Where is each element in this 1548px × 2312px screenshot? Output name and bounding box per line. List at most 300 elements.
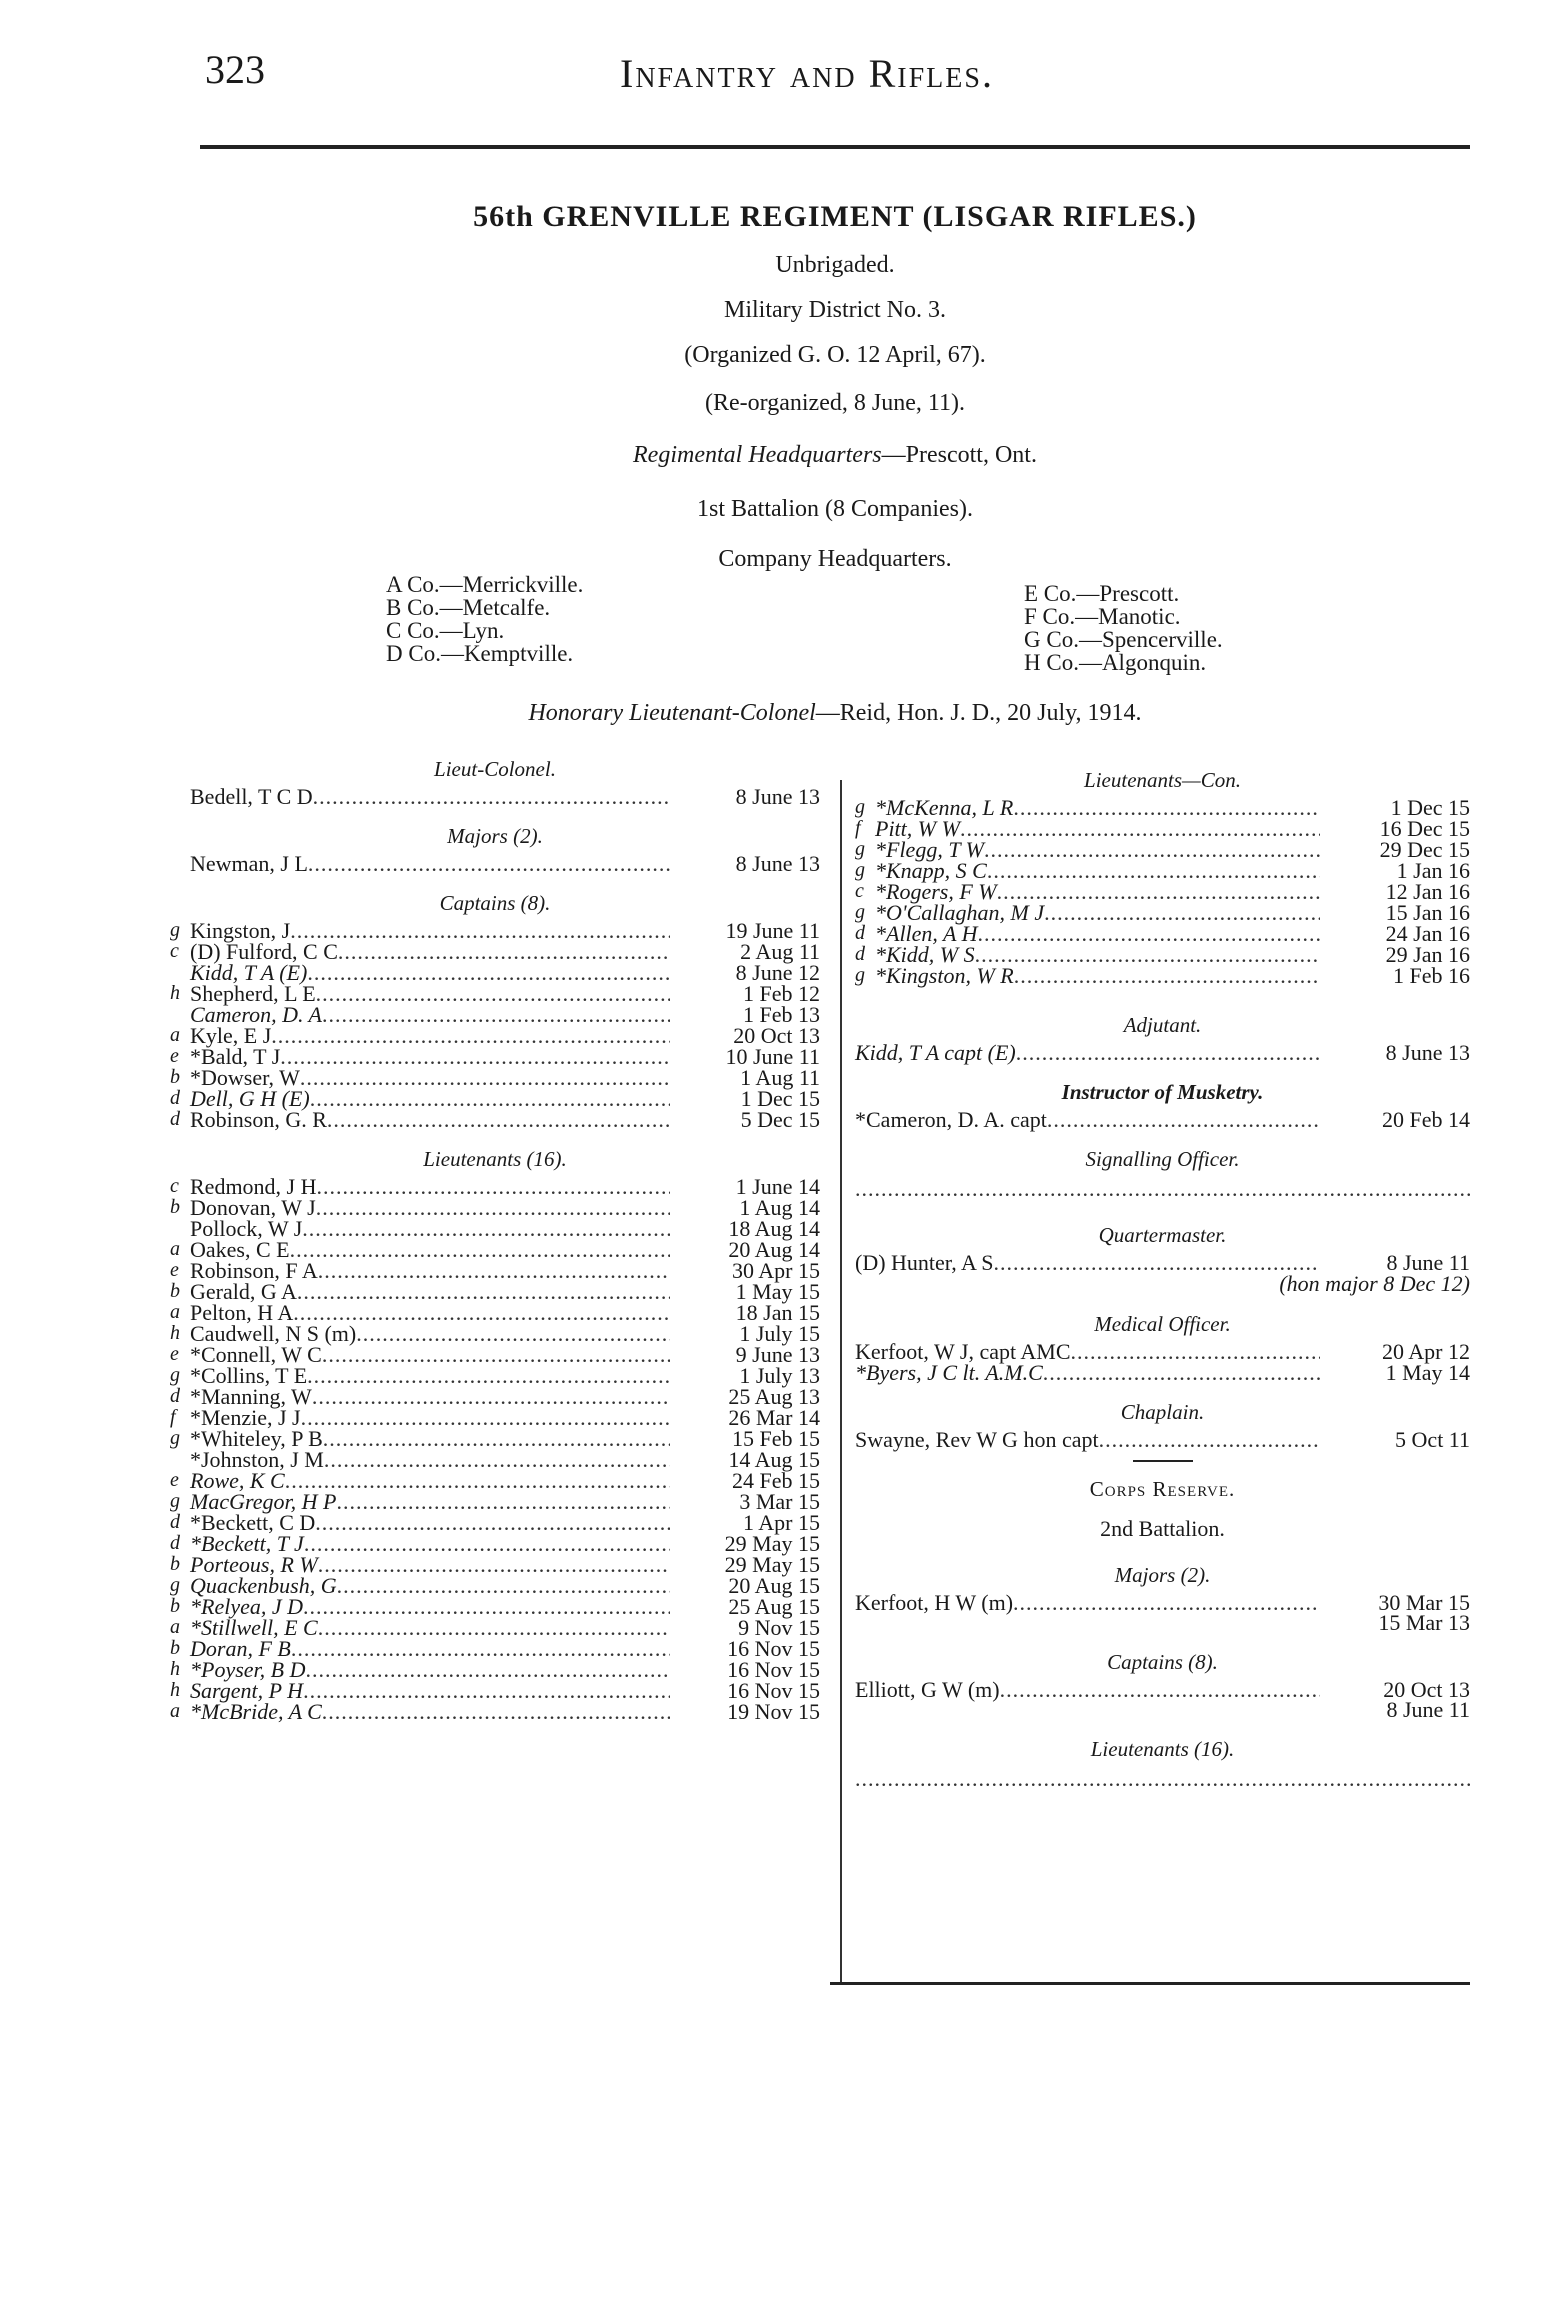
leader-dots xyxy=(337,1575,670,1596)
heading-adjutant: Adjutant. xyxy=(1123,1013,1202,1037)
appointment-date: 18 Jan 15 xyxy=(735,1300,820,1325)
section-heading: Majors (2). xyxy=(447,824,543,848)
leader-dots xyxy=(303,1596,670,1617)
officer-name: Pelton, H A xyxy=(190,1300,294,1325)
officer-name: *Relyea, J D xyxy=(190,1594,303,1619)
appointment-date: 20 Aug 14 xyxy=(728,1237,820,1262)
officer-name: Redmond, J H xyxy=(190,1174,317,1199)
section-heading: Lieutenants (16). xyxy=(423,1147,567,1171)
officer-row xyxy=(170,1302,820,1323)
appointment-date: 1 July 15 xyxy=(739,1321,820,1346)
appointment-date: 1 May 15 xyxy=(735,1279,820,1304)
heading-signalling: Signalling Officer. xyxy=(1085,1147,1240,1171)
company-letter: d xyxy=(170,1511,180,1533)
company-letter: e xyxy=(170,1259,179,1281)
header-rule xyxy=(200,145,1470,149)
officer-name: *Poyser, B D xyxy=(190,1657,306,1682)
appointment-date: 15 Jan 16 xyxy=(1385,900,1470,925)
company-letter: e xyxy=(170,1045,179,1067)
adjutant-row xyxy=(855,1042,1470,1063)
leader-dots xyxy=(1013,1592,1320,1613)
officer-name: *Kidd, W S xyxy=(875,942,975,967)
appointment-date: 3 Mar 15 xyxy=(739,1489,820,1514)
appointment-date: 1 Dec 15 xyxy=(740,1086,820,1111)
officer-name: *Beckett, C D xyxy=(190,1510,316,1535)
leader-dots xyxy=(336,1491,670,1512)
officer-row xyxy=(170,1407,820,1428)
appointment-date: 1 Feb 16 xyxy=(1393,963,1470,988)
appointment-date: 1 Aug 14 xyxy=(739,1195,820,1220)
leader-dots xyxy=(317,1176,671,1197)
officer-name: *Stillwell, E C xyxy=(190,1615,318,1640)
officer-row xyxy=(170,1659,820,1680)
leader-dots xyxy=(322,1701,670,1722)
adjutant-date: 8 June 13 xyxy=(1385,1040,1470,1065)
company-f: F Co.—Manotic. xyxy=(1024,604,1181,629)
company-letter: g xyxy=(170,1490,180,1512)
leader-dots xyxy=(280,1046,670,1067)
officer-row xyxy=(170,1575,820,1596)
officer-row xyxy=(855,797,1470,818)
leader-dots xyxy=(307,962,670,983)
officer-name: Quackenbush, G xyxy=(190,1573,337,1598)
company-letter: c xyxy=(170,1175,179,1197)
medical-date-2: 1 May 14 xyxy=(1385,1360,1470,1385)
officer-name: Sargent, P H xyxy=(190,1678,304,1703)
leader-dots xyxy=(285,1470,670,1491)
officer-name: *Menzie, J J xyxy=(190,1405,301,1430)
heading-musketry: Instructor of Musketry. xyxy=(1061,1080,1264,1104)
leader-dots xyxy=(987,860,1320,881)
officer-row xyxy=(170,1638,820,1659)
officer-row xyxy=(170,1701,820,1722)
company-c: C Co.—Lyn. xyxy=(386,618,505,643)
appointment-date: 1 Apr 15 xyxy=(743,1510,820,1535)
appointment-date: 14 Aug 15 xyxy=(728,1447,820,1472)
left-column xyxy=(170,752,820,1734)
officer-row xyxy=(855,944,1470,965)
heading-corps-reserve: Corps Reserve. xyxy=(1089,1477,1236,1501)
heading-reserve-lieutenants: Lieutenants (16). xyxy=(1090,1737,1235,1761)
leader-dots xyxy=(301,1407,670,1428)
company-letter: g xyxy=(855,838,865,860)
officer-row xyxy=(170,1260,820,1281)
appointment-date: 18 Aug 14 xyxy=(728,1216,820,1241)
company-letter: a xyxy=(170,1616,180,1638)
leader-dots xyxy=(322,1344,670,1365)
appointment-date: 1 Jan 16 xyxy=(1396,858,1470,883)
appointment-date: 5 Dec 15 xyxy=(740,1107,820,1132)
officer-name: *O'Callaghan, M J xyxy=(875,900,1045,925)
heading-lieutenants-con: Lieutenants—Con. xyxy=(1084,768,1241,792)
leader-dots xyxy=(323,1428,670,1449)
leader-dots xyxy=(1014,965,1320,986)
medical-row xyxy=(855,1362,1470,1383)
officer-name: Kidd, T A (E) xyxy=(190,960,308,985)
officer-row xyxy=(170,1239,820,1260)
company-letter: h xyxy=(170,982,180,1004)
officer-name: *Rogers, F W xyxy=(875,879,997,904)
company-a: A Co.—Merrickville. xyxy=(386,572,584,597)
company-letter: d xyxy=(170,1087,180,1109)
lieutenants-con-list xyxy=(855,797,1470,986)
company-letter: g xyxy=(855,964,865,986)
companies-left xyxy=(386,573,583,665)
footer-rule xyxy=(830,1982,1470,1985)
quartermaster-row xyxy=(855,1252,1470,1273)
officer-name: Doran, F B xyxy=(190,1636,291,1661)
leader-dots xyxy=(997,881,1320,902)
officer-name: *Dowser, W xyxy=(190,1065,300,1090)
company-letter: b xyxy=(170,1280,180,1302)
company-letter: g xyxy=(170,1427,180,1449)
appointment-date: 29 May 15 xyxy=(724,1531,820,1556)
appointment-date: 19 Nov 15 xyxy=(727,1699,820,1724)
leader-dots xyxy=(327,1109,670,1130)
companies-right xyxy=(1024,582,1223,674)
officer-row xyxy=(170,1596,820,1617)
company-e: E Co.—Prescott. xyxy=(1024,581,1180,606)
leader-dots xyxy=(356,1323,670,1344)
officer-row xyxy=(170,1428,820,1449)
officer-name: *Beckett, T J xyxy=(190,1531,304,1556)
medical-date-1: 20 Apr 12 xyxy=(1382,1339,1470,1364)
brigade-line: Unbrigaded. xyxy=(775,252,895,278)
leader-dots xyxy=(1016,1042,1320,1063)
officer-row xyxy=(170,962,820,983)
reserve-captain-name: Elliott, G W (m) xyxy=(855,1677,1000,1702)
officer-name: MacGregor, H P xyxy=(190,1489,337,1514)
reserve-major-date2: 15 Mar 13 xyxy=(1378,1610,1470,1635)
heading-quartermaster: Quartermaster. xyxy=(1098,1223,1227,1247)
company-letter: g xyxy=(170,1574,180,1596)
officer-name: Kingston, J xyxy=(190,918,291,943)
leader-dots xyxy=(1047,1109,1320,1130)
signalling-blank xyxy=(855,1176,1470,1196)
quartermaster-note: (hon major 8 Dec 12) xyxy=(1279,1271,1470,1296)
officer-row xyxy=(170,1554,820,1575)
leader-dots xyxy=(318,1260,670,1281)
company-letter: g xyxy=(170,919,180,941)
officer-name: *Bald, T J xyxy=(190,1044,281,1069)
officer-row xyxy=(170,1533,820,1554)
officer-name: *Johnston, J M xyxy=(190,1447,324,1472)
appointment-date: 25 Aug 13 xyxy=(728,1384,820,1409)
company-letter: c xyxy=(170,940,179,962)
officer-row xyxy=(855,902,1470,923)
company-letter: h xyxy=(170,1322,180,1344)
appointment-date: 8 June 13 xyxy=(735,851,820,876)
officer-name: Dell, G H (E) xyxy=(190,1086,310,1111)
officer-name: Kyle, E J xyxy=(190,1023,272,1048)
officer-name: *Kingston, W R xyxy=(875,963,1014,988)
leader-dots xyxy=(307,1365,670,1386)
appointment-date: 25 Aug 15 xyxy=(728,1594,820,1619)
hon-lt-col xyxy=(200,700,1470,727)
reserve-major-name: Kerfoot, H W (m) xyxy=(855,1590,1014,1615)
officer-row xyxy=(855,860,1470,881)
battalion-line: 1st Battalion (8 Companies). xyxy=(697,496,973,522)
reserve-captain-date: 20 Oct 13 xyxy=(1383,1677,1470,1702)
appointment-date: 1 June 14 xyxy=(735,1174,820,1199)
officer-row xyxy=(170,1004,820,1025)
musketry-row xyxy=(855,1109,1470,1130)
appointment-date: 1 Dec 15 xyxy=(1390,795,1470,820)
company-letter: d xyxy=(170,1385,180,1407)
section-heading: Lieut-Colonel. xyxy=(434,757,556,781)
appointment-date: 26 Mar 14 xyxy=(728,1405,820,1430)
leader-dots xyxy=(1000,1679,1320,1700)
officer-row xyxy=(170,1680,820,1701)
regiment-title: 56th GRENVILLE REGIMENT (LISGAR RIFLES.) xyxy=(473,200,1197,233)
officer-row xyxy=(170,1281,820,1302)
appointment-date: 12 Jan 16 xyxy=(1385,879,1470,904)
officer-name: *Manning, W xyxy=(190,1384,312,1409)
appointment-date: 19 June 11 xyxy=(725,918,820,943)
officer-name: *Collins, T E xyxy=(190,1363,308,1388)
adjutant-name: Kidd, T A capt (E) xyxy=(855,1040,1016,1065)
column-divider xyxy=(840,780,842,1985)
officer-row xyxy=(855,923,1470,944)
officer-row xyxy=(855,965,1470,986)
officer-row xyxy=(170,1344,820,1365)
company-letter: g xyxy=(855,901,865,923)
officer-name: Robinson, F A xyxy=(190,1258,318,1283)
company-b: B Co.—Metcalfe. xyxy=(386,595,551,620)
appointment-date: 16 Nov 15 xyxy=(727,1678,820,1703)
officer-row xyxy=(855,881,1470,902)
regimental-hq-value: —Prescott, Ont. xyxy=(881,442,1037,468)
leader-dots xyxy=(1099,1429,1320,1450)
officer-name: *McKenna, L R xyxy=(875,795,1014,820)
reserve-lieutenants-blank xyxy=(855,1766,1470,1786)
leader-dots xyxy=(302,1218,670,1239)
officer-row xyxy=(170,1109,820,1130)
company-letter: a xyxy=(170,1238,180,1260)
officer-name: Cameron, D. A xyxy=(190,1002,322,1027)
leader-dots xyxy=(312,1386,670,1407)
musketry-name: *Cameron, D. A. capt xyxy=(855,1107,1047,1132)
company-letter: e xyxy=(170,1343,179,1365)
leader-dots xyxy=(310,1088,670,1109)
leader-dots xyxy=(308,853,670,874)
section-rule xyxy=(1133,1460,1193,1462)
company-letter: g xyxy=(855,796,865,818)
officer-row xyxy=(170,1449,820,1470)
officer-row xyxy=(170,1067,820,1088)
officer-row xyxy=(170,941,820,962)
officer-name: Oakes, C E xyxy=(190,1237,290,1262)
leader-dots xyxy=(313,786,670,807)
appointment-date: 20 Aug 15 xyxy=(728,1573,820,1598)
appointment-date: 30 Apr 15 xyxy=(732,1258,820,1283)
officer-name: Newman, J L xyxy=(190,851,308,876)
regimental-hq-label: Regimental Headquarters xyxy=(633,442,882,468)
appointment-date: 29 Jan 16 xyxy=(1385,942,1470,967)
leader-dots xyxy=(1013,797,1320,818)
officer-name: Robinson, G. R xyxy=(190,1107,327,1132)
officer-row xyxy=(170,1088,820,1109)
appointment-date: 29 May 15 xyxy=(724,1552,820,1577)
hon-lt-col-label: Honorary Lieutenant-Colonel xyxy=(528,700,816,726)
appointment-date: 1 July 13 xyxy=(739,1363,820,1388)
officer-name: Pitt, W W xyxy=(875,816,960,841)
leader-dots xyxy=(291,1638,670,1659)
leader-dots xyxy=(315,1512,670,1533)
officer-row xyxy=(170,1323,820,1344)
heading-chaplain: Chaplain. xyxy=(1120,1400,1205,1424)
leader-dots xyxy=(303,1680,670,1701)
officer-row xyxy=(170,786,820,807)
company-letter: a xyxy=(170,1024,180,1046)
reorganized-line: (Re-organized, 8 June, 11). xyxy=(705,390,965,416)
officer-row xyxy=(170,1512,820,1533)
heading-reserve-captains: Captains (8). xyxy=(1107,1650,1218,1674)
officer-row xyxy=(170,1218,820,1239)
leader-dots xyxy=(300,1067,670,1088)
quartermaster-name: (D) Hunter, A S xyxy=(855,1250,994,1275)
company-letter: b xyxy=(170,1637,180,1659)
leader-dots xyxy=(1044,902,1320,923)
leader-dots xyxy=(324,1449,670,1470)
company-hq-heading: Company Headquarters. xyxy=(718,546,952,572)
officer-name: Rowe, K C xyxy=(190,1468,285,1493)
officer-name: Donovan, W J xyxy=(190,1195,316,1220)
company-letter: f xyxy=(170,1406,176,1428)
officer-name: Gerald, G A xyxy=(190,1279,297,1304)
officer-name: *Whiteley, P B xyxy=(190,1426,323,1451)
leader-dots xyxy=(293,1302,670,1323)
appointment-date: 8 June 12 xyxy=(735,960,820,985)
company-letter: d xyxy=(855,943,865,965)
officer-name: Caudwell, N S (m) xyxy=(190,1321,357,1346)
company-letter: d xyxy=(170,1532,180,1554)
leader-dots xyxy=(977,923,1320,944)
officer-row xyxy=(170,1365,820,1386)
company-letter: b xyxy=(170,1066,180,1088)
leader-dots xyxy=(984,839,1320,860)
leader-dots xyxy=(271,1025,670,1046)
officer-name: *Flegg, T W xyxy=(875,837,984,862)
heading-reserve-majors: Majors (2). xyxy=(1114,1563,1211,1587)
leader-dots xyxy=(304,1533,670,1554)
reserve-major-date: 30 Mar 15 xyxy=(1378,1590,1470,1615)
company-g: G Co.—Spencerville. xyxy=(1024,627,1223,652)
company-letter: d xyxy=(170,1108,180,1130)
leader-dots xyxy=(322,1004,670,1025)
page-number: 323 xyxy=(205,47,265,92)
leader-dots xyxy=(993,1252,1320,1273)
company-letter: b xyxy=(170,1196,180,1218)
company-letter: a xyxy=(170,1700,180,1722)
officer-row xyxy=(170,1617,820,1638)
company-letter: a xyxy=(170,1301,180,1323)
officer-name: Pollock, W J xyxy=(190,1216,303,1241)
officer-name: Bedell, T C D xyxy=(190,784,313,809)
leader-dots xyxy=(316,1197,670,1218)
company-letter: h xyxy=(170,1679,180,1701)
heading-medical: Medical Officer. xyxy=(1094,1312,1231,1336)
appointment-date: 10 June 11 xyxy=(725,1044,820,1069)
leader-dots xyxy=(1071,1341,1321,1362)
appointment-date: 16 Nov 15 xyxy=(727,1657,820,1682)
appointment-date: 1 Feb 13 xyxy=(743,1002,820,1027)
organized-line: (Organized G. O. 12 April, 67). xyxy=(684,342,986,368)
officer-row xyxy=(170,1046,820,1067)
officer-row xyxy=(855,839,1470,860)
officer-row xyxy=(170,1491,820,1512)
company-letter: g xyxy=(170,1364,180,1386)
officer-row xyxy=(855,818,1470,839)
company-letter: f xyxy=(855,817,861,839)
officer-row xyxy=(170,1470,820,1491)
leader-dots xyxy=(960,818,1320,839)
company-d: D Co.—Kemptville. xyxy=(386,641,574,666)
district-line: Military District No. 3. xyxy=(724,297,946,323)
heading-second-battalion: 2nd Battalion. xyxy=(1100,1516,1225,1541)
medical-name-1: Kerfoot, W J, capt AMC xyxy=(855,1339,1071,1364)
appointment-date: 24 Feb 15 xyxy=(732,1468,820,1493)
company-letter: c xyxy=(855,880,864,902)
officer-row xyxy=(170,853,820,874)
leader-dots xyxy=(316,983,670,1004)
appointment-date: 8 June 13 xyxy=(735,784,820,809)
leader-dots xyxy=(1043,1362,1320,1383)
appointment-date: 16 Nov 15 xyxy=(727,1636,820,1661)
appointment-date: 1 Aug 11 xyxy=(740,1065,820,1090)
appointment-date: 20 Oct 13 xyxy=(733,1023,820,1048)
officer-name: *Allen, A H xyxy=(875,921,978,946)
appointment-date: 15 Feb 15 xyxy=(732,1426,820,1451)
officer-row xyxy=(170,1386,820,1407)
medical-row xyxy=(855,1341,1470,1362)
chaplain-date: 5 Oct 11 xyxy=(1395,1427,1470,1452)
chaplain-row xyxy=(855,1429,1470,1450)
officer-row xyxy=(170,983,820,1004)
officer-name: *McBride, A C xyxy=(190,1699,322,1724)
company-letter: g xyxy=(855,859,865,881)
leader-dots xyxy=(338,941,670,962)
appointment-date: 9 June 13 xyxy=(735,1342,820,1367)
company-letter: b xyxy=(170,1553,180,1575)
officer-name: (D) Fulford, C C xyxy=(190,939,338,964)
company-letter: d xyxy=(855,922,865,944)
officer-row xyxy=(170,920,820,941)
officer-name: *Knapp, S C xyxy=(875,858,987,883)
regimental-hq xyxy=(200,442,1470,469)
leader-dots xyxy=(318,1554,670,1575)
leader-dots xyxy=(318,1617,670,1638)
officer-row xyxy=(170,1176,820,1197)
officer-name: Shepherd, L E xyxy=(190,981,316,1006)
company-letter: h xyxy=(170,1658,180,1680)
company-letter: b xyxy=(170,1595,180,1617)
leader-dots xyxy=(305,1659,670,1680)
medical-name-2: *Byers, J C lt. A.M.C xyxy=(855,1360,1043,1385)
reserve-captain-date2: 8 June 11 xyxy=(1386,1697,1470,1722)
leader-dots xyxy=(290,920,670,941)
appointment-date: 24 Jan 16 xyxy=(1385,921,1470,946)
leader-dots xyxy=(975,944,1320,965)
running-title: Infantry and Rifles. xyxy=(620,51,994,96)
appointment-date: 16 Dec 15 xyxy=(1379,816,1470,841)
section-heading: Captains (8). xyxy=(439,891,551,915)
appointment-date: 9 Nov 15 xyxy=(738,1615,820,1640)
officer-name: *Connell, W C xyxy=(190,1342,322,1367)
leader-dots xyxy=(297,1281,670,1302)
company-h: H Co.—Algonquin. xyxy=(1024,650,1207,675)
hon-lt-col-value: —Reid, Hon. J. D., 20 July, 1914. xyxy=(815,700,1142,726)
